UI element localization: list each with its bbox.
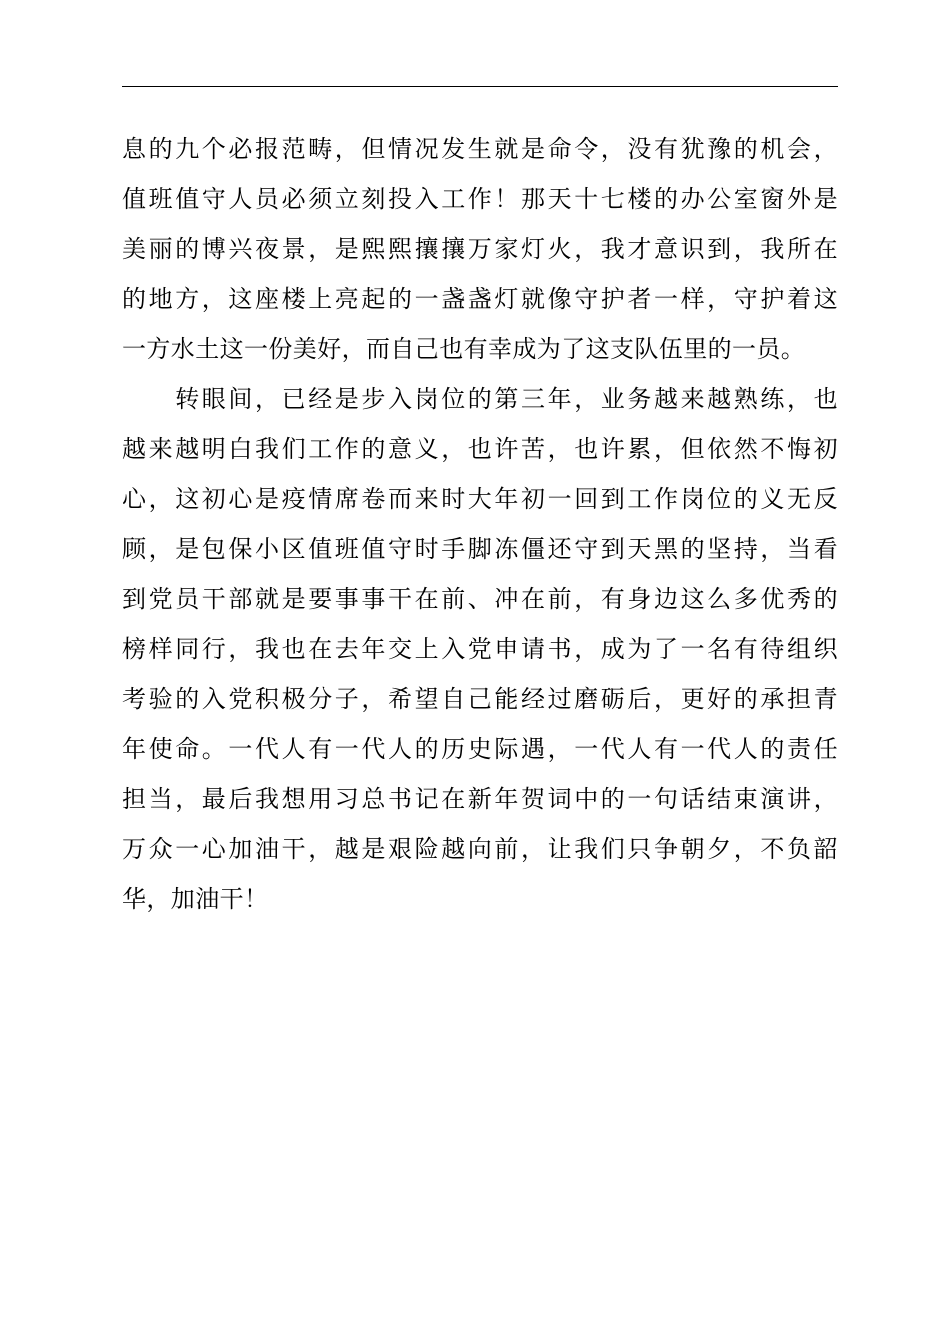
text-line: 越来越明白我们工作的意义，也许苦，也许累，但依然不悔初 [122,435,838,463]
text-line: 万众一心加油干，越是艰险越向前，让我们只争朝夕，不负韶 [122,835,838,863]
text-line: 担当，最后我想用习总书记在新年贺词中的一句话结束演讲， [122,785,838,813]
text-line: 美丽的博兴夜景，是熙熙攘攘万家灯火，我才意识到，我所在 [122,235,838,263]
text-line: 顾，是包保小区值班值守时手脚冻僵还守到天黑的坚持，当看 [122,535,838,563]
document-body [122,124,838,924]
text-line: 值班值守人员必须立刻投入工作！那天十七楼的办公室窗外是 [122,185,838,213]
text-line: 榜样同行，我也在去年交上入党申请书，成为了一名有待组织 [122,635,838,663]
text-line: 年使命。一代人有一代人的历史际遇，一代人有一代人的责任 [122,735,838,763]
text-line: 的地方，这座楼上亮起的一盏盏灯就像守护者一样，守护着这 [122,285,838,313]
text-line: 考验的入党积极分子，希望自己能经过磨砺后，更好的承担青 [122,685,838,713]
header-rule [122,86,838,87]
text-line: 华，加油干！ [122,885,269,913]
text-line: 一方水土这一份美好，而自己也有幸成为了这支队伍里的一员。 [122,335,806,363]
text-line: 息的九个必报范畴，但情况发生就是命令，没有犹豫的机会， [122,135,838,163]
text-line: 心，这初心是疫情席卷而来时大年初一回到工作岗位的义无反 [122,485,838,513]
text-line: 到党员干部就是要事事干在前、冲在前，有身边这么多优秀的 [122,585,838,613]
text-line: 转眼间，已经是步入岗位的第三年，业务越来越熟练，也 [122,385,838,413]
